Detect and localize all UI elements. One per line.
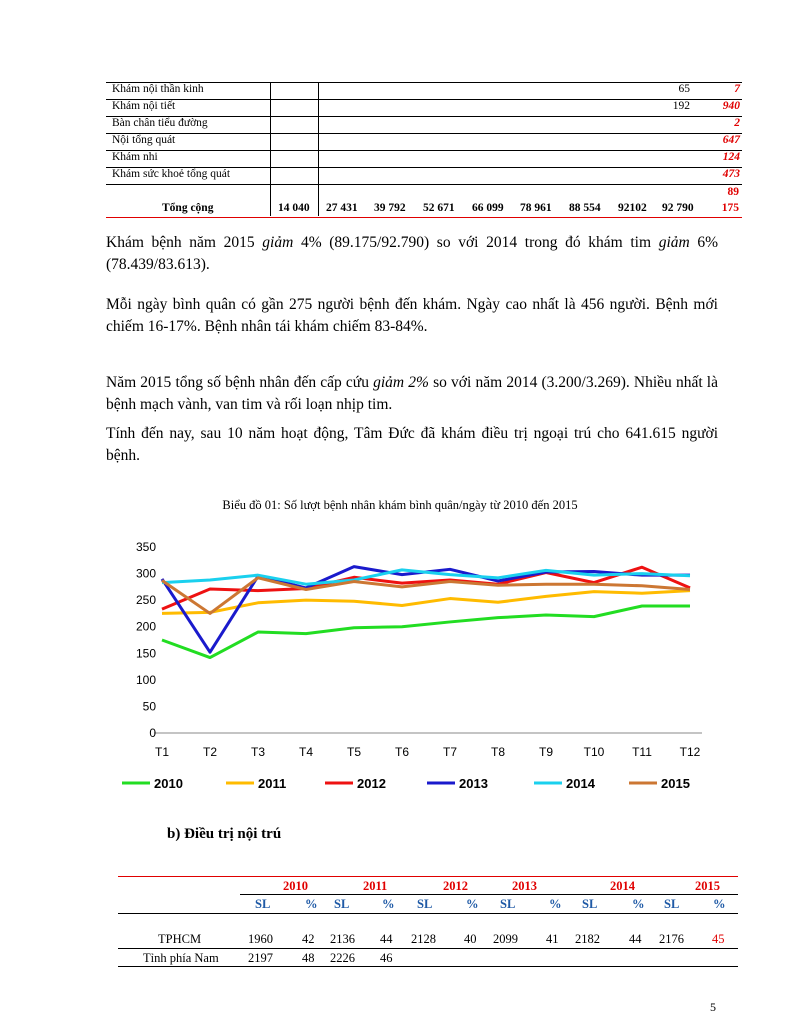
table-cell: 44 — [629, 932, 642, 946]
percent-header: % — [382, 897, 395, 911]
row-label: Bàn chân tiểu đường — [112, 117, 208, 129]
text-run-italic: giảm 2% — [373, 374, 429, 391]
header-bottom-border — [118, 913, 738, 914]
row-label: TPHCM — [158, 932, 202, 946]
paragraph-daily-average: Mỗi ngày bình quân có gần 275 người bệnh đến khám. Ngày cao nhất là 456 người. Bệnh mới chiếm 16-17%. Bệnh nhân tái khám chiếm 83-84%. — [106, 296, 718, 335]
x-tick-label: T11 — [632, 745, 652, 759]
table-cell: 2099 — [493, 932, 518, 946]
x-tick-label: T8 — [490, 745, 506, 759]
sl-header: SL — [664, 897, 680, 911]
table-cell: 1960 — [248, 932, 273, 946]
table-cell: 2176 — [659, 932, 684, 946]
text-run: Khám bệnh năm 2015 — [106, 234, 263, 251]
sl-header: SL — [417, 897, 433, 911]
sl-header: SL — [255, 897, 271, 911]
legend-label: 2011 — [258, 776, 287, 791]
row-red-value: 647 — [722, 134, 740, 146]
row-red-value: 2 — [734, 117, 740, 129]
table-row — [106, 116, 742, 134]
table-cell: 2197 — [248, 951, 273, 965]
total-value: 66 099 — [472, 202, 504, 214]
row-label: Tỉnh phía Nam — [143, 951, 219, 965]
total-row — [106, 185, 742, 218]
x-tick-label: T12 — [679, 745, 701, 759]
row-divider — [118, 948, 738, 949]
total-last-line1: 89 — [727, 186, 739, 198]
total-value: 92102 — [618, 202, 647, 214]
y-tick-label: 100 — [135, 672, 156, 687]
header-divider — [240, 894, 738, 895]
line-chart — [100, 530, 720, 810]
text-run: 4% (89.175/92.790) so với 2014 trong đó khám tim — [293, 234, 659, 251]
row-divider — [118, 966, 738, 967]
row-label: Khám nội tiết — [112, 100, 176, 112]
text-run-italic: giảm — [262, 234, 294, 251]
year-header: 2013 — [512, 879, 537, 893]
paragraph-emergency — [106, 372, 718, 416]
x-tick-label: T6 — [394, 745, 410, 759]
percent-header: % — [466, 897, 479, 911]
total-value: 39 792 — [374, 202, 406, 214]
row-red-value: 473 — [722, 168, 740, 180]
total-value: 52 671 — [423, 202, 455, 214]
section-heading: b) Điều trị nội trú — [167, 826, 282, 842]
y-tick-label: 0 — [149, 726, 156, 740]
table-cell: 46 — [380, 951, 393, 965]
table-row — [106, 150, 742, 168]
x-tick-label: T5 — [346, 745, 362, 759]
y-tick-label: 150 — [135, 646, 156, 661]
y-tick-label: 350 — [135, 540, 156, 554]
table-cell: 44 — [380, 932, 393, 946]
legend-label: 2013 — [459, 776, 488, 791]
paragraph-ten-years: Tính đến nay, sau 10 năm hoạt động, Tâm Đức đã khám điều trị ngoại trú cho 641.615 người bệnh. — [106, 425, 718, 464]
total-value: 27 431 — [326, 202, 358, 214]
legend-label: 2010 — [154, 776, 183, 791]
y-tick-label: 50 — [142, 699, 156, 714]
table-top-border — [118, 876, 738, 877]
table-cell: 48 — [302, 951, 315, 965]
y-tick-label: 250 — [135, 593, 156, 608]
x-tick-label: T3 — [250, 745, 266, 759]
table-row — [106, 82, 742, 100]
year-header: 2012 — [443, 879, 468, 893]
percent-header: % — [713, 897, 726, 911]
row-label: Nội tổng quát — [112, 134, 176, 146]
row-label: Khám nội thần kinh — [112, 83, 204, 95]
percent-header: % — [549, 897, 562, 911]
total-value: 88 554 — [569, 202, 601, 214]
series-line-2015 — [162, 578, 690, 614]
x-tick-label: T10 — [583, 745, 605, 759]
x-tick-label: T1 — [154, 745, 170, 759]
chart-title: Biểu đồ 01: Số lượt bệnh nhân khám bình quân/ngày từ 2010 đến 2015 — [222, 498, 578, 512]
table-cell: 2128 — [411, 932, 436, 946]
table-cell: 42 — [302, 932, 315, 946]
table-row — [106, 133, 742, 151]
paragraph-exam-2015 — [106, 232, 718, 276]
y-tick-label: 300 — [135, 566, 156, 581]
year-header: 2015 — [695, 879, 720, 893]
row-red-value: 124 — [722, 151, 740, 163]
row-value: 65 — [678, 83, 690, 95]
year-header: 2010 — [283, 879, 308, 893]
y-tick-label: 200 — [135, 619, 156, 634]
table-cell: 45 — [712, 932, 725, 946]
text-run: 6% (78.439/83.613). — [106, 234, 718, 273]
legend-label: 2015 — [661, 776, 690, 791]
x-tick-label: T9 — [538, 745, 554, 759]
sl-header: SL — [582, 897, 598, 911]
sl-header: SL — [334, 897, 350, 911]
legend-label: 2014 — [566, 776, 595, 791]
sl-header: SL — [500, 897, 516, 911]
total-value: 78 961 — [520, 202, 552, 214]
page-number: 5 — [710, 1000, 716, 1014]
row-red-value: 940 — [722, 100, 740, 112]
total-label: Tổng cộng — [162, 202, 214, 214]
series-line-2010 — [162, 606, 690, 658]
text-run: so với năm 2014 (3.200/3.269). Nhiều nhất là bệnh mạch vành, van tim và rối loạn nhịp tim. — [106, 374, 718, 413]
table-cell: 40 — [464, 932, 477, 946]
year-header: 2011 — [363, 879, 388, 893]
year-header: 2014 — [610, 879, 635, 893]
total-value: 92 790 — [662, 202, 694, 214]
row-value: 192 — [672, 100, 690, 112]
percent-header: % — [632, 897, 645, 911]
x-tick-label: T2 — [202, 745, 218, 759]
legend-label: 2012 — [357, 776, 386, 791]
text-run: Năm 2015 tổng số bệnh nhân đến cấp cứu — [106, 374, 374, 391]
x-tick-label: T7 — [442, 745, 458, 759]
table-cell: 2136 — [330, 932, 355, 946]
table-cell: 2226 — [330, 951, 355, 965]
total-value: 14 040 — [278, 202, 310, 214]
percent-header: % — [305, 897, 318, 911]
table-cell: 41 — [546, 932, 559, 946]
row-label: Khám sức khoẻ tổng quát — [112, 168, 231, 180]
table-row — [106, 99, 742, 117]
table-row — [106, 167, 742, 185]
total-last-line2: 175 — [721, 202, 739, 214]
x-tick-label: T4 — [298, 745, 314, 759]
table-cell: 2182 — [575, 932, 600, 946]
row-red-value: 7 — [734, 83, 740, 95]
text-run-italic: giảm — [658, 234, 690, 251]
row-label: Khám nhi — [112, 151, 158, 163]
